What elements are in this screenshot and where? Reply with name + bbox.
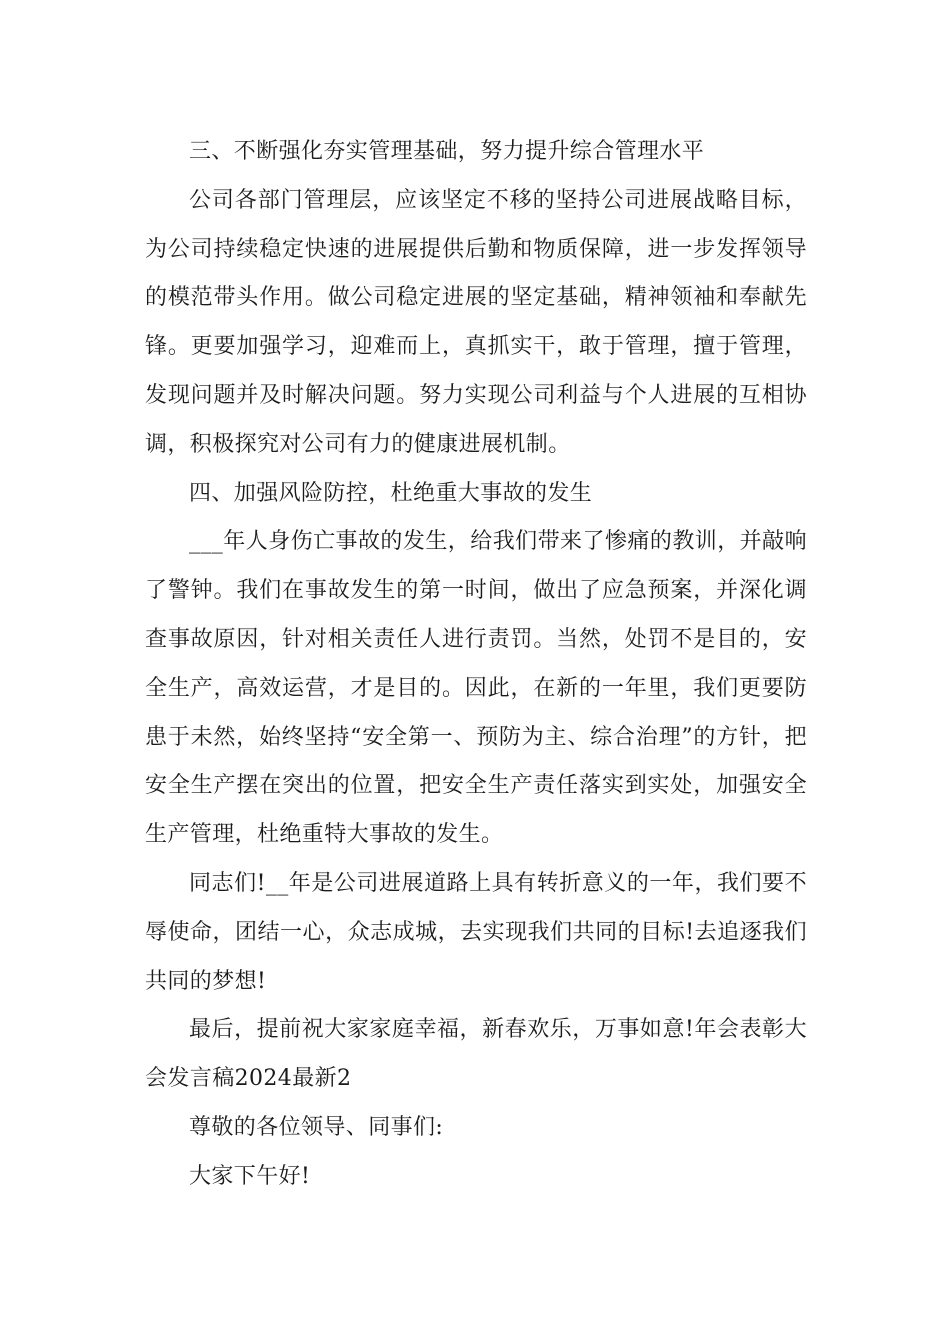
body-paragraph-comrades: 同志们!__年是公司进展道路上具有转折意义的一年，我们要不辱使命，团结一心，众志成城，去实现我们共同的目标!去追逐我们共同的梦想! xyxy=(145,870,807,994)
body-paragraph-safety: ___年人身伤亡事故的发生，给我们带来了惨痛的教训，并敲响了警钟。我们在事故发生的第一时间，做出了应急预案，并深化调查事故原因，针对相关责任人进行责罚。当然，处罚不是目的，安全生产，高效运营，才是目的。因此，在新的一年里，我们更要防患于未然，始终坚持“安全第一、预防为主、综合治理”的方针，把安全生产摆在突出的位置，把安全生产责任落实到实处，加强安全生产管理，杜绝重特大事故的发生。 xyxy=(145,529,807,848)
body-paragraph-closing: 最后，提前祝大家家庭幸福，新春欢乐，万事如意!年会表彰大会发言稿2024最新2 xyxy=(145,1017,807,1092)
greeting: 大家下午好! xyxy=(189,1163,311,1189)
section-heading-3: 三、不断强化夯实管理基础，努力提升综合管理水平 xyxy=(189,139,705,164)
section-heading-4: 四、加强风险防控，杜绝重大事故的发生 xyxy=(189,480,593,506)
salutation: 尊敬的各位领导、同事们: xyxy=(189,1114,444,1140)
body-paragraph-management: 公司各部门管理层，应该坚定不移的坚持公司进展战略目标，为公司持续稳定快速的进展提供后勤和物质保障，进一步发挥领导的模范带头作用。做公司稳定进展的坚定基础，精神领袖和奉献先锋。更要加强学习，迎难而上，真抓实干，敢于管理，擅于管理，发现问题并及时解决问题。努力实现公司利益与个人进展的互相协调，积极探究对公司有力的健康进展机制。 xyxy=(145,187,807,457)
document-body xyxy=(145,128,807,1202)
